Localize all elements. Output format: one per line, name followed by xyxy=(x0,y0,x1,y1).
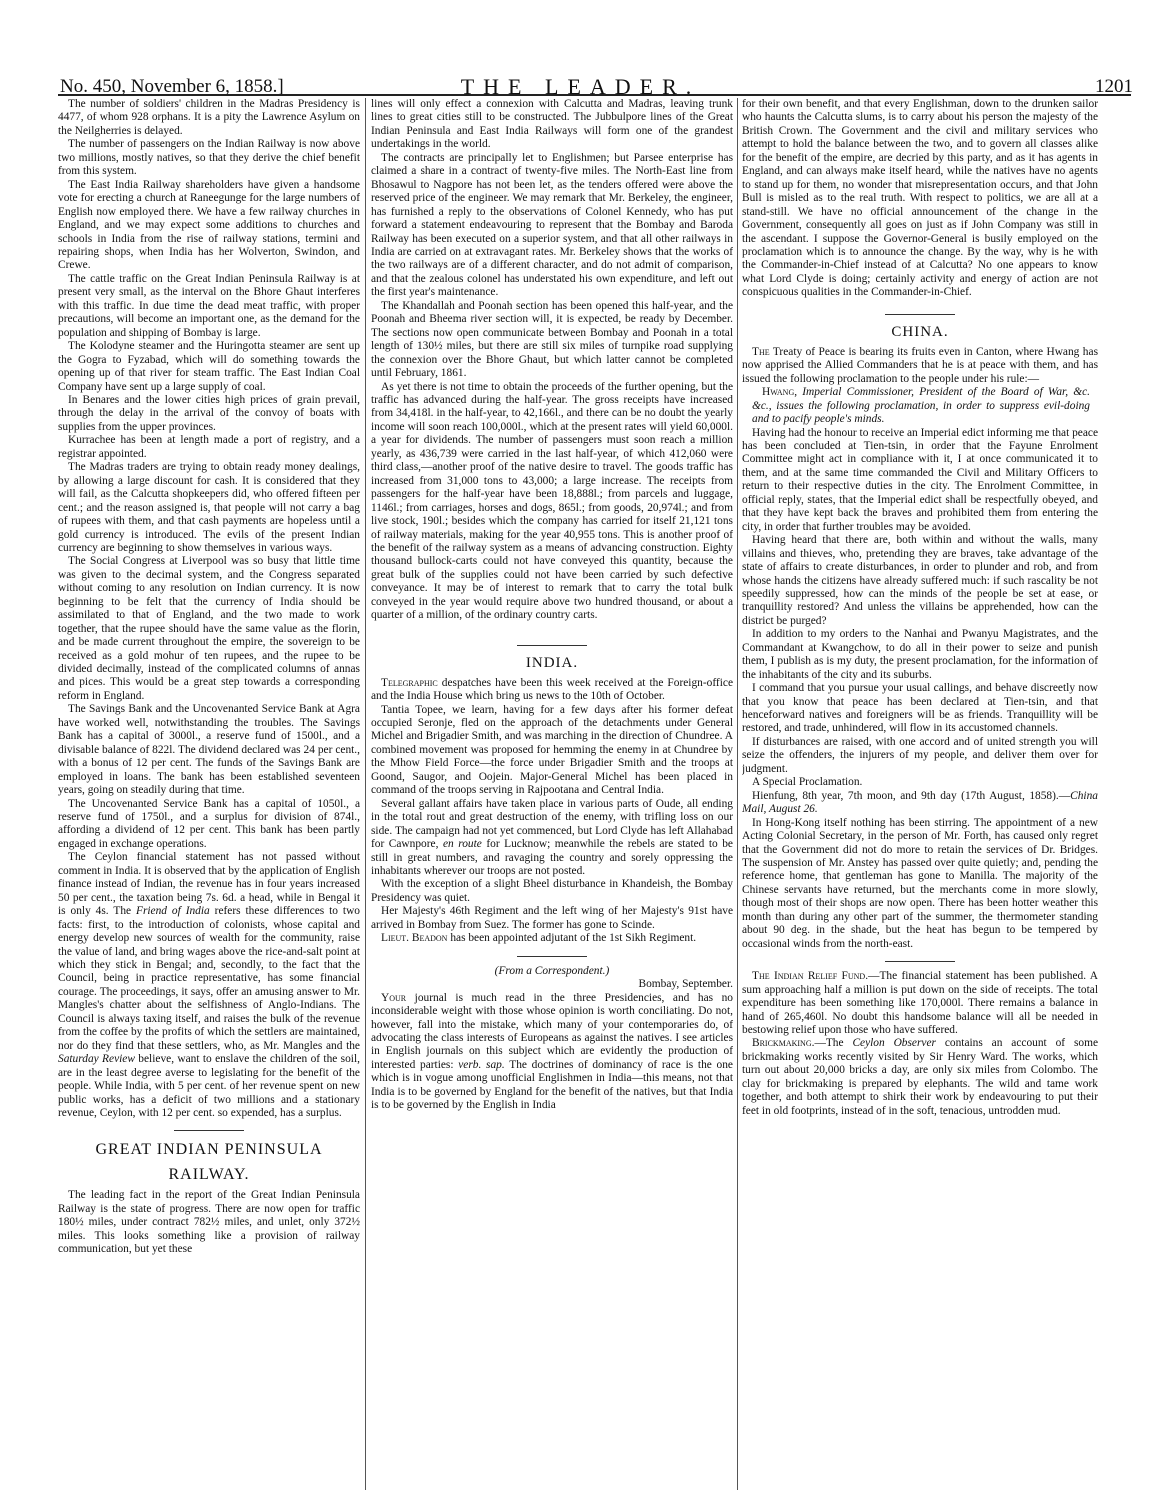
paragraph: Several gallant affairs have taken place in various parts of Oude, all ending in the total rout and great destruction of the enemy, with trifling loss on our side. The campaign had not yet commenced, but Lord Clyde has left Allahabad for Cawnpore, en route for Lucknow; meanwhile the rebels are stated to be still in great numbers, and ravaging the country and sorely oppressing the inhabitants wherever our troops are not posted. xyxy=(371,797,733,878)
paragraph: The contracts are principally let to Englishmen; but Parsee enterprise has claimed a share in a contract of twenty-five miles. The North-East line from Bhosawul to Nagpore has not been let, as the tenders offered were above the reserved price of the engineer. We may remark that Mr. Berkeley, the engineer, has furnished a reply to the observations of Colonel Kennedy, who has put forward a statement endeavouring to represent that the Bombay and Baroda Railway has been executed on a superior system, and that all other railways in India are carried on at extravagant rates. Mr. Berkeley shows that the works of the two railways are of a different character, and do not admit of comparison, and that the zealous colonel has understated his own expenditure, and left out the first year's maintenance. xyxy=(371,151,733,299)
paragraph: A Special Proclamation. xyxy=(752,776,863,789)
paragraph: Tantia Topee, we learn, having for a few days after his former defeat occupied Seronje, fled on the approach of the detachments under General Michel and Brigadier Smith, and was marching in the direction of Chundree. A combined movement was proposed for hemming the enemy in at Chundree by the Mhow Field Force—the force under Brigadier Smith and the troops at Goond, Saugor, and Oojein. Major-General Michel has been placed in command of the troops serving in Rajpootana and Central India. xyxy=(371,703,733,797)
paragraph: As yet there is not time to obtain the proceeds of the further opening, but the traffic has advanced during the half-year. The gross receipts have increased from 34,418l. in the half-year, to 42,166l., and there can be no doubt the yearly income will soon reach 100,000l., which at the present rates will yield 60,000l. a year for dividends. The number of passengers must soon reach a million yearly, as 436,739 were carried in the last half-year, of which 412,060 were third class,—another proof of the native desire to travel. The goods traffic has increased from 31,000 tons to 43,000; a large increase. The receipts from passengers for the half-year have been 18,888l.; from parcels and luggage, 1146l.; from carriages, horses and dogs, 865l.; from goods, 20,974l.; and from live stock, 190l.; besides which the company has carried for itself 21,121 tons of railway materials, making for the year 40,955 tons. This is another proof of the benefit of the railway system as a means of advancing construction. Eighty thousand bullock-carts could not have conveyed this quantity, because the great bulk of the supplies could not have been carried by such defective conveyance. It may be of interest to remark that to carry the total bulk conveyed in the year would require above two hundred thousand, or about a quarter of a million, of the ordinary country carts. xyxy=(371,380,733,622)
column-3 xyxy=(742,98,1098,1494)
column-1 xyxy=(58,98,360,1494)
paragraph: The Treaty of Peace is bearing its fruits even in Canton, where Hwang has now apprised the Allied Commanders that he is at peace with them, and has issued the following proclamation to the people under his rule:— xyxy=(742,345,1098,385)
paragraph: The leading fact in the report of the Great Indian Peninsula Railway is the state of progress. There are now open for traffic 180½ miles, under contract 782½ miles, and unlet, only 372½ miles. This looks something like a provision of railway communication, but yet these xyxy=(58,1189,360,1256)
paragraph: for their own benefit, and that every Englishman, down to the drunken sailor who haunts the Calcutta slums, is to carry about his person the majesty of the British Crown. The Government and the civil and military services who attempt to hold the balance between the two, and to govern all classes alike for the benefit of the empire, are decried by this party, and as it has agents in England, and can always make itself heard, while the natives have no agents to stand up for them, no wonder that misrepresentation occurs, and that John Bull is misled as to the real truth. With respect to politics, we are all at a stand-still. We have no official announcement of the change in the Government, consequently all goes on just as if John Company was still in the ascendant. I suppose the Governor-General is busily employed on the proclamation which is to announce the change. By the way, why is he with the Commander-in-Chief instead of at Calcutta? No one appears to know what Lord Clyde is doing; certainly activity and energy of action are not conspicuous qualities in the Commander-in-Chief. xyxy=(742,98,1098,299)
paragraph: In Benares and the lower cities high prices of grain prevail, through the delay in the arrival of the convoy of boats with supplies from the upper provinces. xyxy=(58,393,360,433)
column-divider-2 xyxy=(737,98,738,1490)
paragraph: The Social Congress at Liverpool was so busy that little time was given to the decimal system, and the Congress separated without coming to any resolution on Indian currency. It is now beginning to be felt that the currency of India should be assimilated to that of England, and the two made to work together, that the rupee should have the same value as the florin, and be made current throughout the empire, the sovereign to be received as a gold mohur of ten rupees, and the rupee to be divided decimally, instead of the complicated columns of annas and pices. This would be a great step towards a corresponding reform in England. xyxy=(58,555,360,702)
section-separator xyxy=(885,961,955,962)
paragraph: Your journal is much read in the three Presidencies, and has no inconsiderable weight with those whose opinion is worth conciliating. Do not, however, fall into the mistake, which many of your contemporaries do, of advocating the class interests of Europeans as against the natives. I see articles in English journals on this subject which are evidently the production of interested parties: verb. sap. The doctrines of dominancy of race is the one which is in vogue among unofficial Englishmen in India—this means, not that India is to be governed by England for the benefit of the natives, but that India is to be governed by the English in India xyxy=(371,991,733,1112)
paragraph: The Madras traders are trying to obtain ready money dealings, by allowing a large discount for cash. It is considered that they will fail, as the Calcutta shopkeepers did, who offered fifteen per cent.; and the reason assigned is, that people will not carry a bag of rupees with them, and that cash payments are hopeless until a gold currency is introduced. The evils of the present Indian currency are beginning to show themselves in various ways. xyxy=(58,461,360,554)
section-headline: CHINA. xyxy=(891,323,949,340)
paragraph: Kurrachee has been at length made a port of registry, and a registrar appointed. xyxy=(58,434,360,460)
paragraph: Lieut. Beadon has been appointed adjutant of the 1st Sikh Regiment. xyxy=(381,932,697,945)
section-separator xyxy=(517,645,587,646)
paragraph: The cattle traffic on the Great Indian Peninsula Railway is at present very small, as the interval on the Bhore Ghaut interferes with this traffic. In due time the dead meat traffic, with proper precautions, will become an important one, as the demand for the population and shipping of Bombay is large. xyxy=(58,272,360,339)
section-headline: GREAT INDIAN PENINSULA xyxy=(95,1141,323,1159)
section-headline: RAILWAY. xyxy=(168,1166,250,1184)
proclamation-heading: Hwang, Imperial Commissioner, President of the Board of War, &c. &c., issues the following proclamation, in order to suppress evil-doing and to pacify people's minds. xyxy=(752,386,1090,426)
paragraph: I command that you pursue your usual callings, and behave discreetly now that you know that peace has been declared at Tien-tsin, and that henceforward natives and foreigners will be as friends. Tranquillity will be restored, and trade, unhindered, will flow in its accustomed channels. xyxy=(742,682,1098,735)
paragraph: The Khandallah and Poonah section has been opened this half-year, and the Poonah and Bheema river section will, it is expected, be ready by December. The sections now open communicate between Bombay and Poonah in a total length of 130½ miles, but there are still six miles of turnpike road supplying the connexion over the Bhore Ghaut, but which latter cannot be completed until February, 1861. xyxy=(371,299,733,380)
masthead-rule xyxy=(58,94,1131,96)
page-number: 1201 xyxy=(1095,76,1133,97)
paragraph: Telegraphic despatches have been this week received at the Foreign-office and the India House which bring us news to the 10th of October. xyxy=(371,676,733,703)
paragraph: The Savings Bank and the Uncovenanted Service Bank at Agra have worked well, notwithstanding the troubles. The Savings Bank has a capital of 3000l., a reserve fund of 1500l., and a divisable balance of 822l. The dividend declared was 24 per cent., with a bonus of 12 per cent. The funds of the Savings Bank are employed in loans. The bank has been established seventeen years, going on steadily during that time. xyxy=(58,703,360,797)
issue-date: No. 450, November 6, 1858.] xyxy=(60,76,284,97)
paragraph: Having had the honour to receive an Imperial edict informing me that peace has been concluded at Tien-tsin, in order that the Fayune Enrolment Committee might act in compliance with it, I at once communicated it to them, and at the same time commanded the Civil and Military Officers to return to their respective duties in the city. The Enrolment Committee, in official reply, states, that the Imperial edict shall be respectfully obeyed, and that they have kept back the braves and prohibited them from entering the city, in order that further troubles may be avoided. xyxy=(742,426,1098,533)
paragraph: Her Majesty's 46th Regiment and the left wing of her Majesty's 91st have arrived in Bombay from Suez. The former has gone to Scinde. xyxy=(371,905,733,931)
paragraph: The number of soldiers' children in the Madras Presidency is 4477, of whom 928 orphans. It is a pity the Lawrence Asylum on the Neilgherries is delayed. xyxy=(58,98,360,137)
section-headline: INDIA. xyxy=(525,654,579,671)
section-separator xyxy=(174,1130,244,1131)
paragraph: With the exception of a slight Bheel disturbance in Khandeish, the Bombay Presidency was quiet. xyxy=(371,878,733,904)
correspondent-note: (From a Correspondent.) xyxy=(494,964,610,977)
paragraph: Brickmaking.—The Ceylon Observer contains an account of some brickmaking works recently visited by Sir Henry Ward. The works, which turn out about 20,000 bricks a day, are only six miles from Colombo. The clay for brickmaking is prepared by elephants. The wild and tame work together, and both attempt to shirk their work by endeavouring to put their feet in old footprints, instead of in the soft, tenacious, untrodden mud. xyxy=(742,1037,1098,1117)
column-divider-1 xyxy=(365,98,366,1490)
paragraph: Hienfung, 8th year, 7th moon, and 9th day (17th August, 1858).—China Mail, August 26. xyxy=(742,789,1098,816)
dateline: Bombay, September. xyxy=(638,978,733,991)
paragraph: In addition to my orders to the Nanhai and Pwanyu Magistrates, and the Commandant at Kwangchow, to do all in their power to seize and punish them, I publish as is my duty, the present proclamation, for the information of the inhabitants of the city and its suburbs. xyxy=(742,628,1098,681)
section-separator xyxy=(517,956,587,957)
newspaper-title: THE LEADER. xyxy=(460,74,701,99)
paragraph: If disturbances are raised, with one accord and of united strength you will seize the offenders, the injurers of my people, and deliver them over for judgment. xyxy=(742,735,1098,775)
section-separator xyxy=(885,314,955,315)
paragraph: The Indian Relief Fund.—The financial statement has been published. A sum approaching half a million is put down on the side of receipts. The total expenditure has been something like 170,000l. There remains a balance in hand of 265,460l. No doubt this handsome balance will all be needed in bestowing relief upon those who have suffered. xyxy=(742,970,1098,1036)
paragraph: The Kolodyne steamer and the Huringotta steamer are sent up the Gogra to Fyzabad, which will do something towards the opening up of that river for steam traffic. The East Indian Coal Company have sent up a large supply of coal. xyxy=(58,340,360,393)
paragraph: The East India Railway shareholders have given a handsome vote for erecting a church at Raneegunge for the large numbers of English now employed there. We have a few railway churches in England, and we may expect some additions to churches and schools in India from the rise of railway stations, termini and repairing shops, when India has her Wolverton, Swindon, and Crewe. xyxy=(58,178,360,272)
paragraph: The number of passengers on the Indian Railway is now above two millions, mostly natives, so that they derive the chief benefit from this system. xyxy=(58,138,360,178)
column-2 xyxy=(371,98,733,1494)
paragraph: The Ceylon financial statement has not passed without comment in India. It is observed that by the application of English finance instead of Indian, the revenue has in four years increased 50 per cent., the taxation being 7s. 6d. a head, while in Bengal it is only 4s. The Friend of India refers these differences to two facts: first, to the introduction of colonists, whose capital and energy develop new sources of wealth for the community, raise the value of land, and bring wages above the rice-and-salt point at which they stick in Bengal; and, secondly, to the fact that the Council, being in practice representative, has some financial courage. The proceedings, it says, offer an amusing answer to Mr. Mangles's chatter about the selfishness of Anglo-Indians. The Council is always taxing itself, and raises the bulk of the revenue from the coffee by the profits of which the settlers are maintained, nor do they find that these settlers, who, as Mr. Mangles and the Saturday Review believe, want to enslave the children of the soil, are in the least degree averse to legislating for the benefit of the people. While India, with 5 per cent. of her revenue spent on new public works, has a deficit of two millions and a stationary revenue, Ceylon, with 12 per cent. so expended, has a surplus. xyxy=(58,851,360,1119)
paragraph: lines will only effect a connexion with Calcutta and Madras, leaving trunk lines to great cities still to be constructed. The Jubbulpore lines of the Great Indian Peninsula and East India Railways will form one of the grandest undertakings in the world. xyxy=(371,98,733,151)
paragraph: The Uncovenanted Service Bank has a capital of 1050l., a reserve fund of 1750l., and a surplus for division of 874l., affording a dividend of 12 per cent. This bank has been partly engaged in exchange operations. xyxy=(58,797,360,850)
paragraph: In Hong-Kong itself nothing has been stirring. The appointment of a new Acting Colonial Secretary, in the person of Mr. Forth, has caused only regret that the Government did not do more to retain the services of Dr. Bridges. The suspension of Mr. Anstey has passed over quite quietly; and, pending the reference home, that gentleman has gone to Manilla. The majority of the Chinese servants have returned, but the merchants come in more slowly, though most of their shops are now open. There has been hotter weather this month than during any other part of the summer, the thermometer standing about 90 deg. in the shade, but the heat has begun to be tempered by occasional winds from the north-east. xyxy=(742,816,1098,950)
paragraph: Having heard that there are, both within and without the walls, many villains and thieves, who, pretending they are braves, take advantage of the state of affairs to create disturbances, in order to plunder and rob, and from whose hands the citizens have already suffered much: if such rascality be not speedily suppressed, how can the minds of the people be set at ease, or tranquillity restored? And unless the villains be apprehended, how can the district be purged? xyxy=(742,534,1098,627)
